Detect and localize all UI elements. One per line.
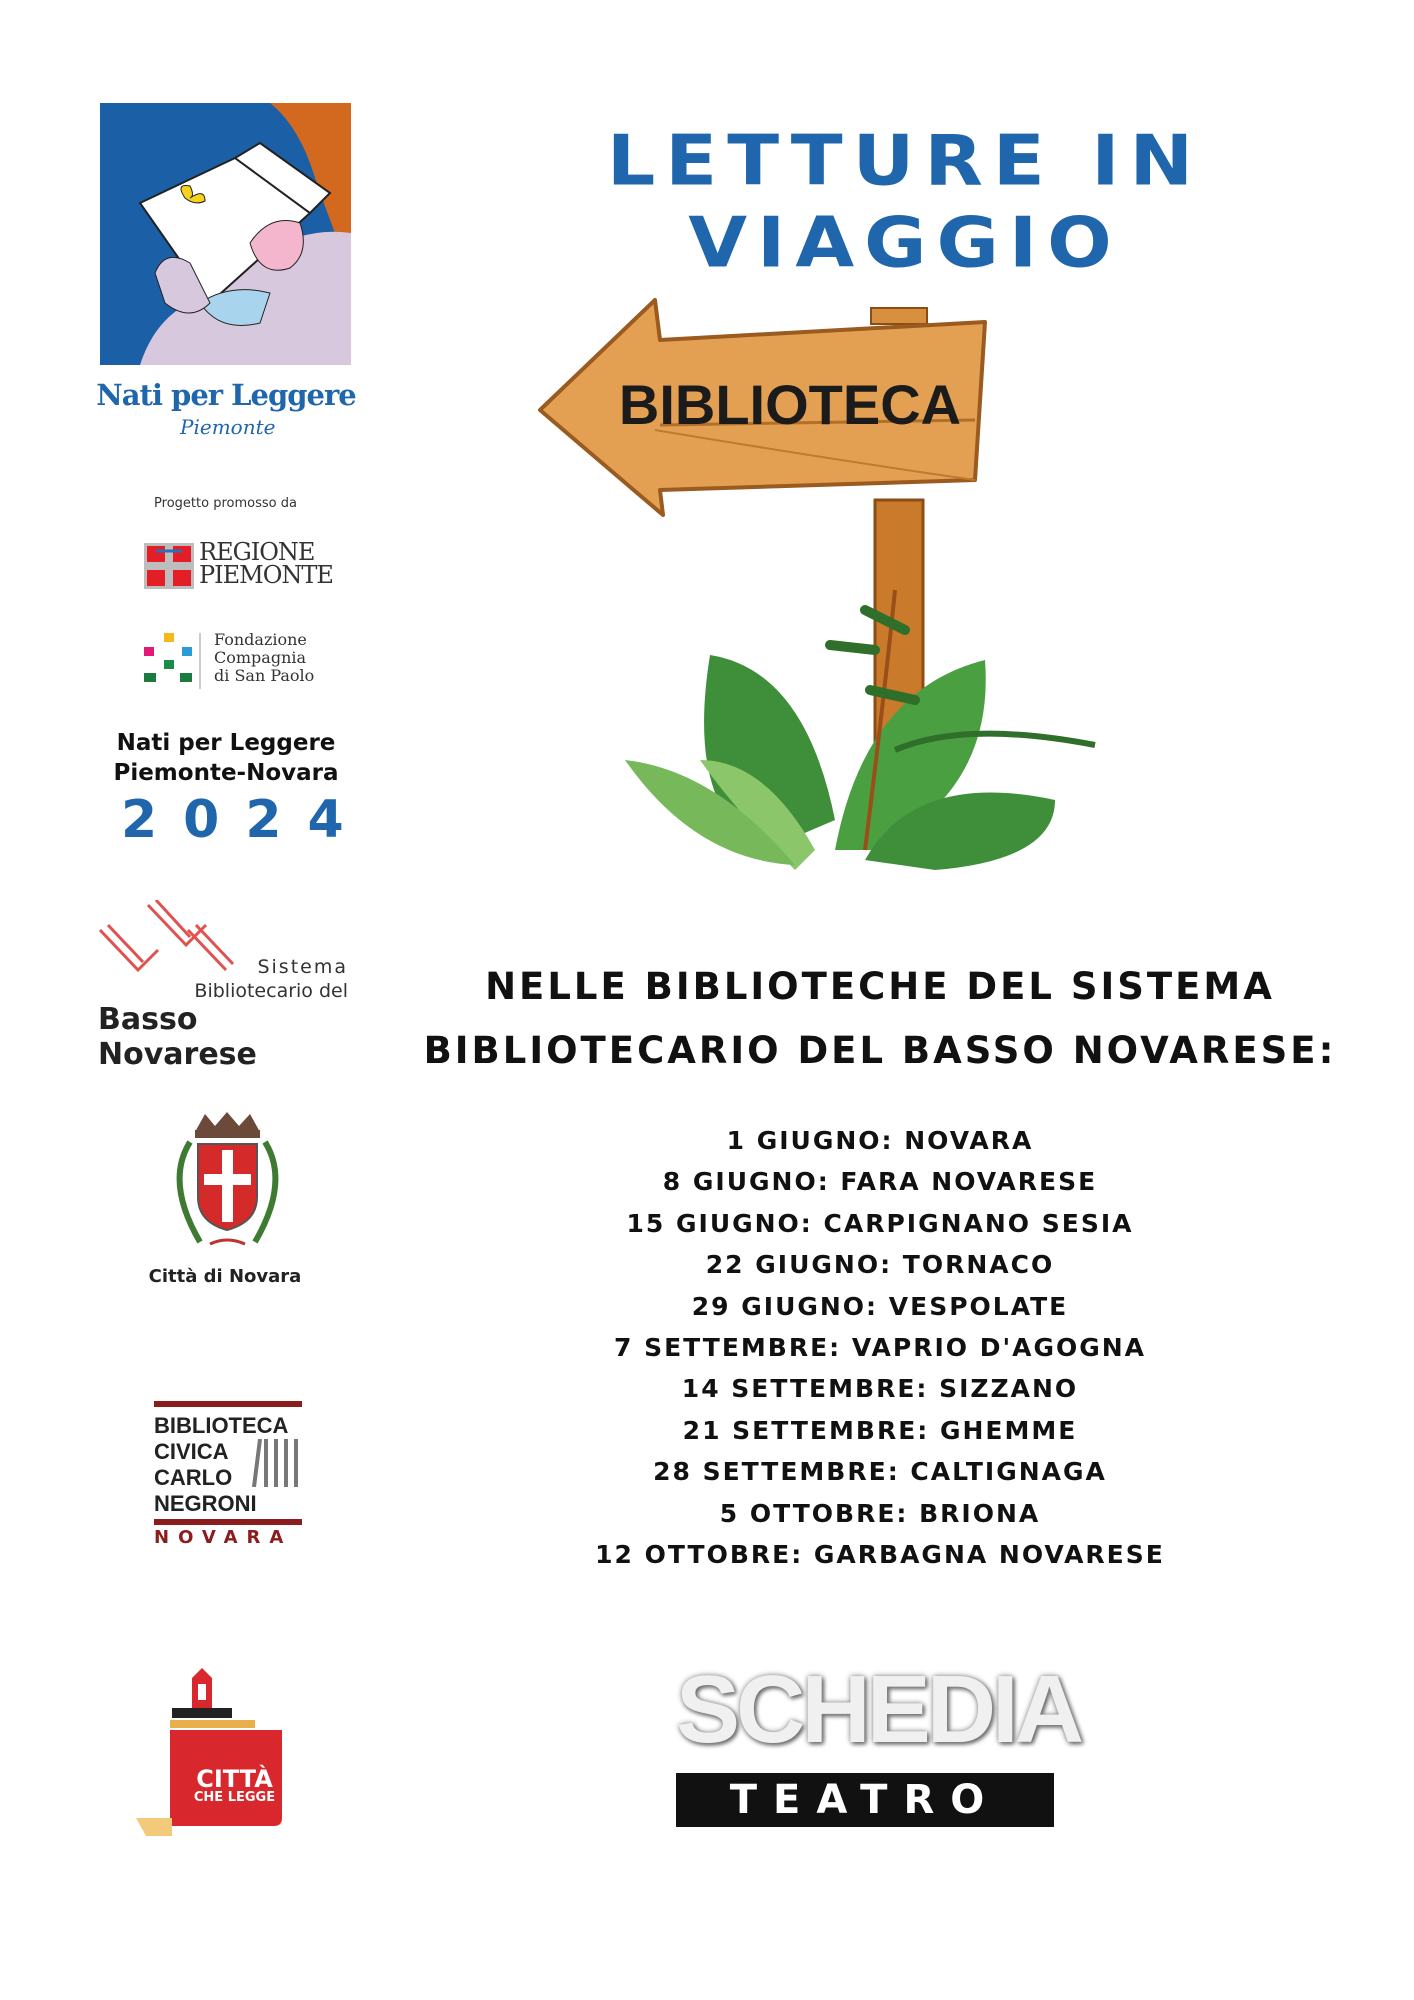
schedule-item: 8 GIUGNO: FARA NOVARESE: [662, 1167, 1098, 1197]
schedule-item: 28 SETTEMBRE: CALTIGNAGA: [653, 1457, 1107, 1487]
citta-che-legge-icon: [132, 1668, 292, 1838]
schedule-item: 5 OTTOBRE: BRIONA: [719, 1498, 1041, 1528]
regione-piemonte-logo: [144, 538, 333, 593]
npl-novara-line1: Nati per Leggere: [116, 730, 336, 756]
bibl-line1: BIBLIOTECA: [154, 1413, 289, 1438]
heading-line1: NELLE BIBLIOTECHE DEL SISTEMA: [485, 965, 1275, 1008]
page-title: LETTURE IN VIAGGIO: [606, 119, 1204, 283]
schedule-item: 29 GIUGNO: VESPOLATE: [691, 1291, 1069, 1321]
fondazione-line2: Compagnia: [214, 648, 307, 667]
schedule-item: 12 OTTOBRE: GARBAGNA NOVARESE: [595, 1540, 1165, 1570]
divider: [154, 1401, 302, 1407]
schedule-list: [480, 1120, 1280, 1575]
promoted-by-label: Progetto promosso da: [154, 496, 297, 511]
citta-che-legge-logo: [132, 1668, 292, 1838]
divider: [154, 1519, 302, 1525]
schedule-item: 22 GIUGNO: TORNACO: [705, 1250, 1055, 1280]
regione-line1: REGIONE: [199, 538, 315, 566]
fondazione-line3: di San Paolo: [214, 666, 315, 685]
npl-novara-line2: Piemonte-Novara: [113, 760, 339, 786]
plants-icon: [625, 590, 1095, 870]
sistema-line1: Sistema: [257, 956, 348, 978]
bibl-line3: CARLO: [154, 1465, 233, 1490]
npl-novara-label: [95, 728, 357, 788]
citta-di-novara-label: Città di Novara: [148, 1266, 302, 1287]
libraries-heading: [380, 955, 1380, 1083]
schedule-item: 14 SETTEMBRE: SIZZANO: [681, 1374, 1079, 1404]
piemonte-flag-icon: [144, 543, 194, 589]
sign-label: BIBLIOTECA: [618, 373, 962, 436]
schedule-item: 7 SETTEMBRE: VAPRIO D'AGOGNA: [613, 1333, 1147, 1363]
nati-per-leggere-illustration: [100, 103, 351, 365]
npl-novara-year: 2024: [121, 790, 370, 850]
schedia-teatro-logo: [676, 1655, 1081, 1830]
book-spines-icon: [250, 1439, 302, 1487]
fondazione-compagnia-logo: [144, 625, 319, 695]
schedule-item: 1 GIUGNO: NOVARA: [726, 1126, 1034, 1155]
sistema-bibliotecario-logo: [98, 900, 353, 1072]
schedule-item: 21 SETTEMBRE: GHEMME: [682, 1415, 1078, 1445]
bibl-city: NOVARA: [154, 1527, 293, 1548]
npl-logo-subtitle: Piemonte: [180, 415, 276, 439]
citta-che-legge-line2: CHE LEGGE: [193, 1790, 276, 1805]
citta-che-legge-line1: CITTÀ: [196, 1765, 273, 1793]
sistema-line2: Bibliotecario del: [194, 980, 348, 1002]
heading-line2: BIBLIOTECARIO DEL BASSO NOVARESE:: [423, 1029, 1337, 1072]
bibl-line2: CIVICA: [154, 1439, 229, 1464]
sistema-line3: Basso Novarese: [98, 1002, 257, 1072]
regione-line2: PIEMONTE: [199, 561, 333, 589]
schedia-name: SCHEDIA: [676, 1656, 1081, 1763]
fondazione-squares-icon: [144, 633, 204, 689]
biblioteca-civica-logo: [154, 1401, 302, 1551]
novara-coat-of-arms-icon: [160, 1112, 295, 1257]
schedia-sub: TEATRO: [676, 1773, 1054, 1827]
bibl-line4: NEGRONI: [154, 1491, 257, 1516]
fondazione-line1: Fondazione: [214, 630, 307, 649]
schedule-item: 15 GIUGNO: CARPIGNANO SESIA: [626, 1208, 1134, 1238]
npl-logo-name: Nati per Leggere: [96, 378, 356, 412]
